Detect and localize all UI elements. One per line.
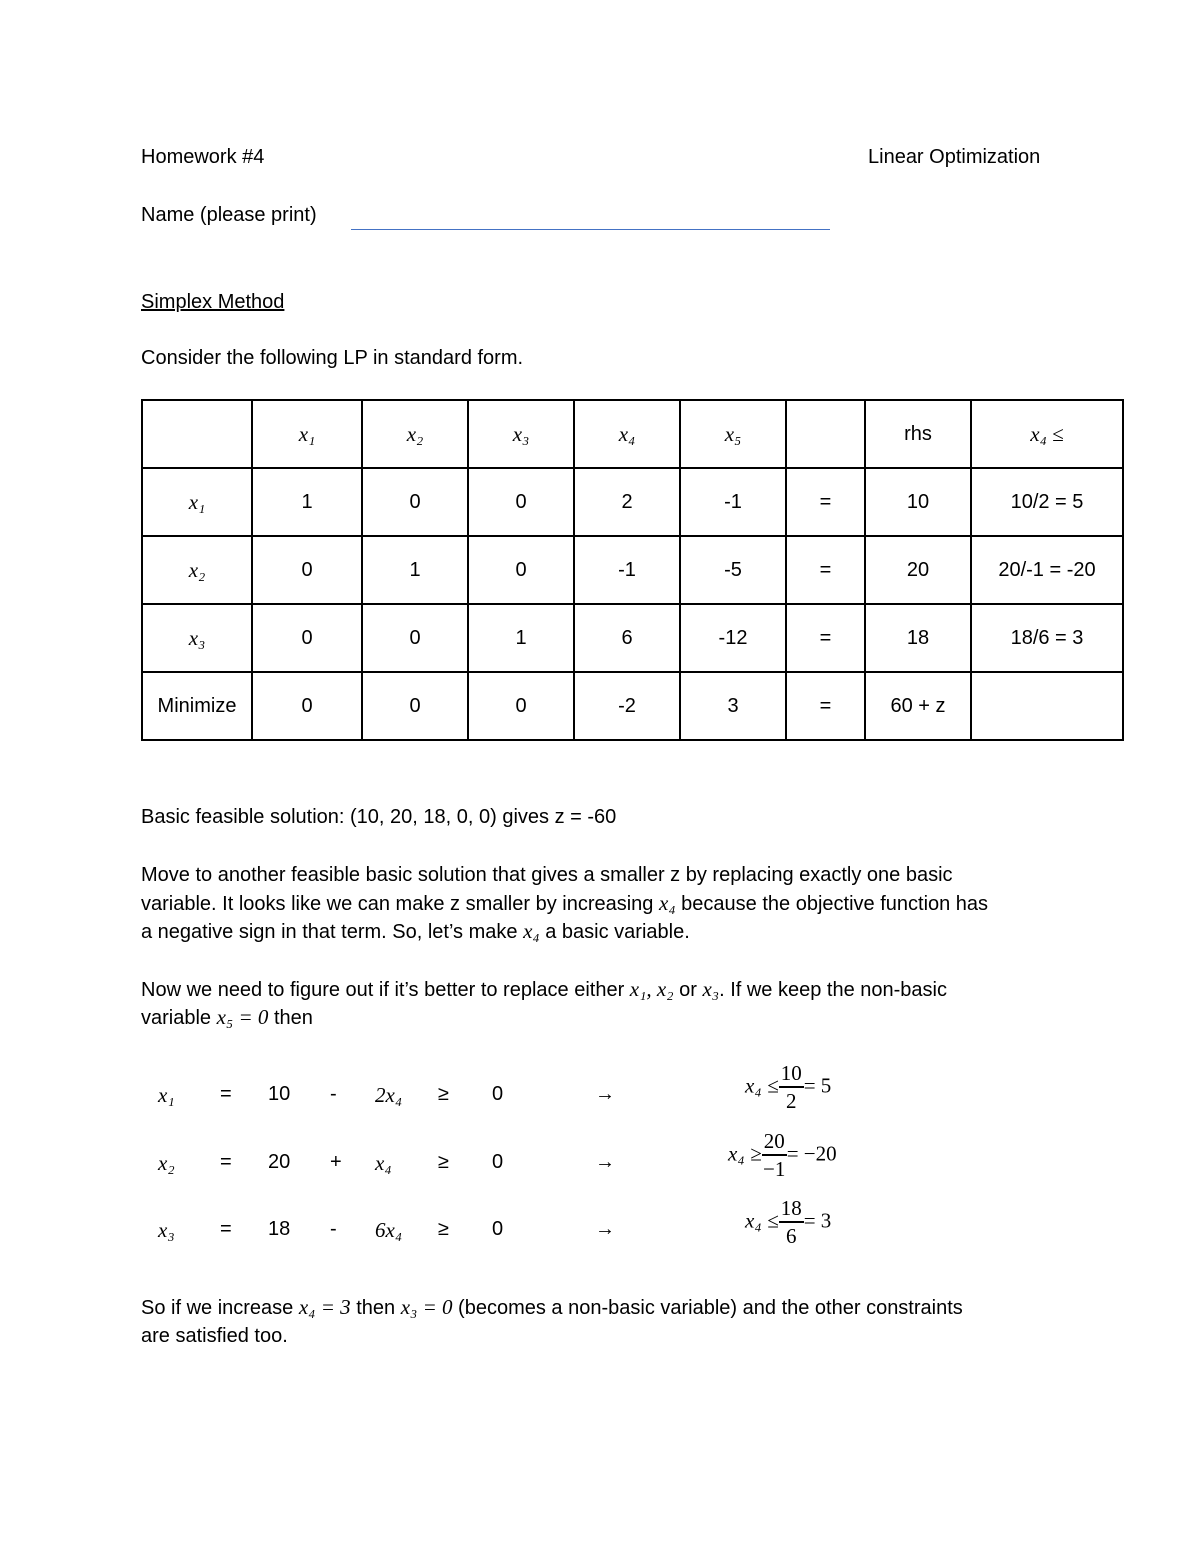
equation-c: 10	[268, 1083, 291, 1105]
equation-op: -	[330, 1083, 337, 1105]
table-cell: 18/6 = 3	[971, 604, 1123, 672]
equation-eq: =	[220, 1218, 232, 1240]
table-cell: 0	[252, 604, 362, 672]
header-left: Homework #4	[141, 146, 265, 168]
equation-result	[745, 1195, 831, 1249]
table-cell: =	[786, 536, 865, 604]
table-cell: 1	[252, 468, 362, 536]
result-var: x₄	[745, 1208, 762, 1233]
math: x₅ = 0	[216, 1005, 269, 1029]
table-cell: =	[786, 604, 865, 672]
fraction	[779, 1195, 804, 1249]
table-cell: 10/2 = 5	[971, 468, 1123, 536]
header-right: Linear Optimization	[868, 146, 1041, 168]
intro-text: Consider the following LP in standard form.	[141, 347, 524, 369]
equation-arrow: →	[595, 1218, 615, 1240]
equation-lhs: x₃	[158, 1218, 175, 1242]
table-cell: x₂	[142, 536, 252, 604]
fraction	[762, 1128, 787, 1182]
header-cell: x₁	[252, 400, 362, 468]
text: So if we increase	[141, 1297, 299, 1319]
equation-eq: =	[220, 1151, 232, 1173]
bfs-text: Basic feasible solution: (10, 20, 18, 0, 0) gives z = -60	[141, 806, 617, 828]
name-label: Name (please print)	[141, 204, 317, 226]
equation-arrow: →	[595, 1083, 615, 1105]
now-line-2	[141, 1005, 313, 1030]
equation-term: 6x₄	[375, 1218, 403, 1242]
table-cell: 60 + z	[865, 672, 971, 740]
equation-lhs: x₂	[158, 1151, 175, 1175]
move-line-3	[141, 919, 690, 944]
header-cell	[142, 400, 252, 468]
table-cell: 0	[362, 672, 468, 740]
result-relation: ≤	[767, 1073, 779, 1098]
table-row	[142, 468, 1123, 536]
header-cell	[786, 400, 865, 468]
text: variable. It looks like we can make z smaller by increasing	[141, 893, 659, 915]
table-cell: 1	[468, 604, 574, 672]
equation-zero: 0	[492, 1151, 504, 1173]
text: a negative sign in that term. So, let’s make	[141, 921, 524, 943]
table-cell: 20/-1 = -20	[971, 536, 1123, 604]
numerator: 18	[779, 1195, 804, 1223]
header-cell: x₅	[680, 400, 786, 468]
header-cell: x₂	[362, 400, 468, 468]
table-cell: 2	[574, 468, 680, 536]
equation-arrow: →	[595, 1151, 615, 1173]
section-title: Simplex Method	[141, 291, 285, 313]
table-cell: 10	[865, 468, 971, 536]
text: because the objective function has	[675, 893, 989, 915]
math: x₄	[659, 891, 676, 915]
result-relation: ≥	[750, 1141, 762, 1166]
math: x₄ = 3	[298, 1295, 351, 1319]
table-cell: -2	[574, 672, 680, 740]
math: x₁, x₂	[629, 977, 674, 1001]
table-cell: 20	[865, 536, 971, 604]
equation-ge: ≥	[438, 1151, 449, 1173]
table-cell: 18	[865, 604, 971, 672]
now-line-1	[141, 977, 947, 1002]
result-value: = 5	[803, 1073, 832, 1098]
equation-result	[728, 1128, 837, 1182]
denominator: 2	[785, 1089, 797, 1113]
denominator: 6	[785, 1224, 797, 1248]
result-relation: ≤	[767, 1208, 779, 1233]
so-line-1	[141, 1295, 963, 1320]
text: a basic variable.	[539, 921, 690, 943]
equation-op: +	[330, 1151, 342, 1173]
table-cell	[971, 672, 1123, 740]
equation-eq: =	[220, 1083, 232, 1105]
text: Now we need to figure out if it’s better to replace either	[141, 979, 630, 1001]
equation-ge: ≥	[438, 1218, 449, 1240]
table-row	[142, 604, 1123, 672]
table-cell: 0	[252, 536, 362, 604]
table-cell: -12	[680, 604, 786, 672]
text: or	[673, 979, 703, 1001]
equation-term: 2x₄	[375, 1083, 403, 1107]
name-input-line[interactable]	[351, 229, 830, 230]
table-cell: 0	[252, 672, 362, 740]
table-cell: x₁	[142, 468, 252, 536]
table-row	[142, 672, 1123, 740]
text: variable	[141, 1007, 217, 1029]
equation-op: -	[330, 1218, 337, 1240]
result-var: x₄	[745, 1073, 762, 1098]
table-cell: 0	[468, 468, 574, 536]
table-cell: =	[786, 468, 865, 536]
numerator: 20	[762, 1128, 787, 1156]
text: (becomes a non-basic variable) and the other constraints	[452, 1297, 963, 1319]
table-cell: 1	[362, 536, 468, 604]
table-cell: 0	[362, 604, 468, 672]
text: . If we keep the non-basic	[719, 979, 947, 1001]
equation-ge: ≥	[438, 1083, 449, 1105]
equation-zero: 0	[492, 1083, 504, 1105]
equation-lhs: x₁	[158, 1083, 175, 1107]
table-cell: =	[786, 672, 865, 740]
table-cell: 0	[468, 536, 574, 604]
move-line-1: Move to another feasible basic solution that gives a smaller z by replacing exactly one basic	[141, 864, 953, 886]
equation-c: 18	[268, 1218, 291, 1240]
denominator: −1	[763, 1157, 786, 1181]
table-cell: x₃	[142, 604, 252, 672]
header-cell: rhs	[865, 400, 971, 468]
table-cell: 0	[362, 468, 468, 536]
header-cell: x₃	[468, 400, 574, 468]
table-cell: Minimize	[142, 672, 252, 740]
result-var: x₄	[728, 1141, 745, 1166]
math: x₃ = 0	[400, 1295, 453, 1319]
simplex-tableau	[141, 399, 1124, 741]
header-cell: x₄	[574, 400, 680, 468]
so-line-2: are satisfied too.	[141, 1325, 288, 1347]
equation-c: 20	[268, 1151, 291, 1173]
numerator: 10	[779, 1060, 804, 1088]
table-cell: -1	[574, 536, 680, 604]
text: then	[350, 1297, 401, 1319]
equation-result	[745, 1060, 831, 1114]
header-cell: x₄ ≤	[971, 400, 1123, 468]
table-cell: 6	[574, 604, 680, 672]
equation-zero: 0	[492, 1218, 504, 1240]
table-cell: -5	[680, 536, 786, 604]
table-cell: 3	[680, 672, 786, 740]
math: x₃	[702, 977, 720, 1001]
equation-term: x₄	[375, 1151, 392, 1175]
text: then	[268, 1007, 313, 1029]
table-cell: 0	[468, 672, 574, 740]
table-header-row	[142, 400, 1123, 468]
fraction	[779, 1060, 804, 1114]
result-value: = −20	[786, 1141, 837, 1166]
table-cell: -1	[680, 468, 786, 536]
result-value: = 3	[803, 1208, 832, 1233]
math: x₄	[523, 919, 540, 943]
table-row	[142, 536, 1123, 604]
move-line-2	[141, 891, 988, 916]
